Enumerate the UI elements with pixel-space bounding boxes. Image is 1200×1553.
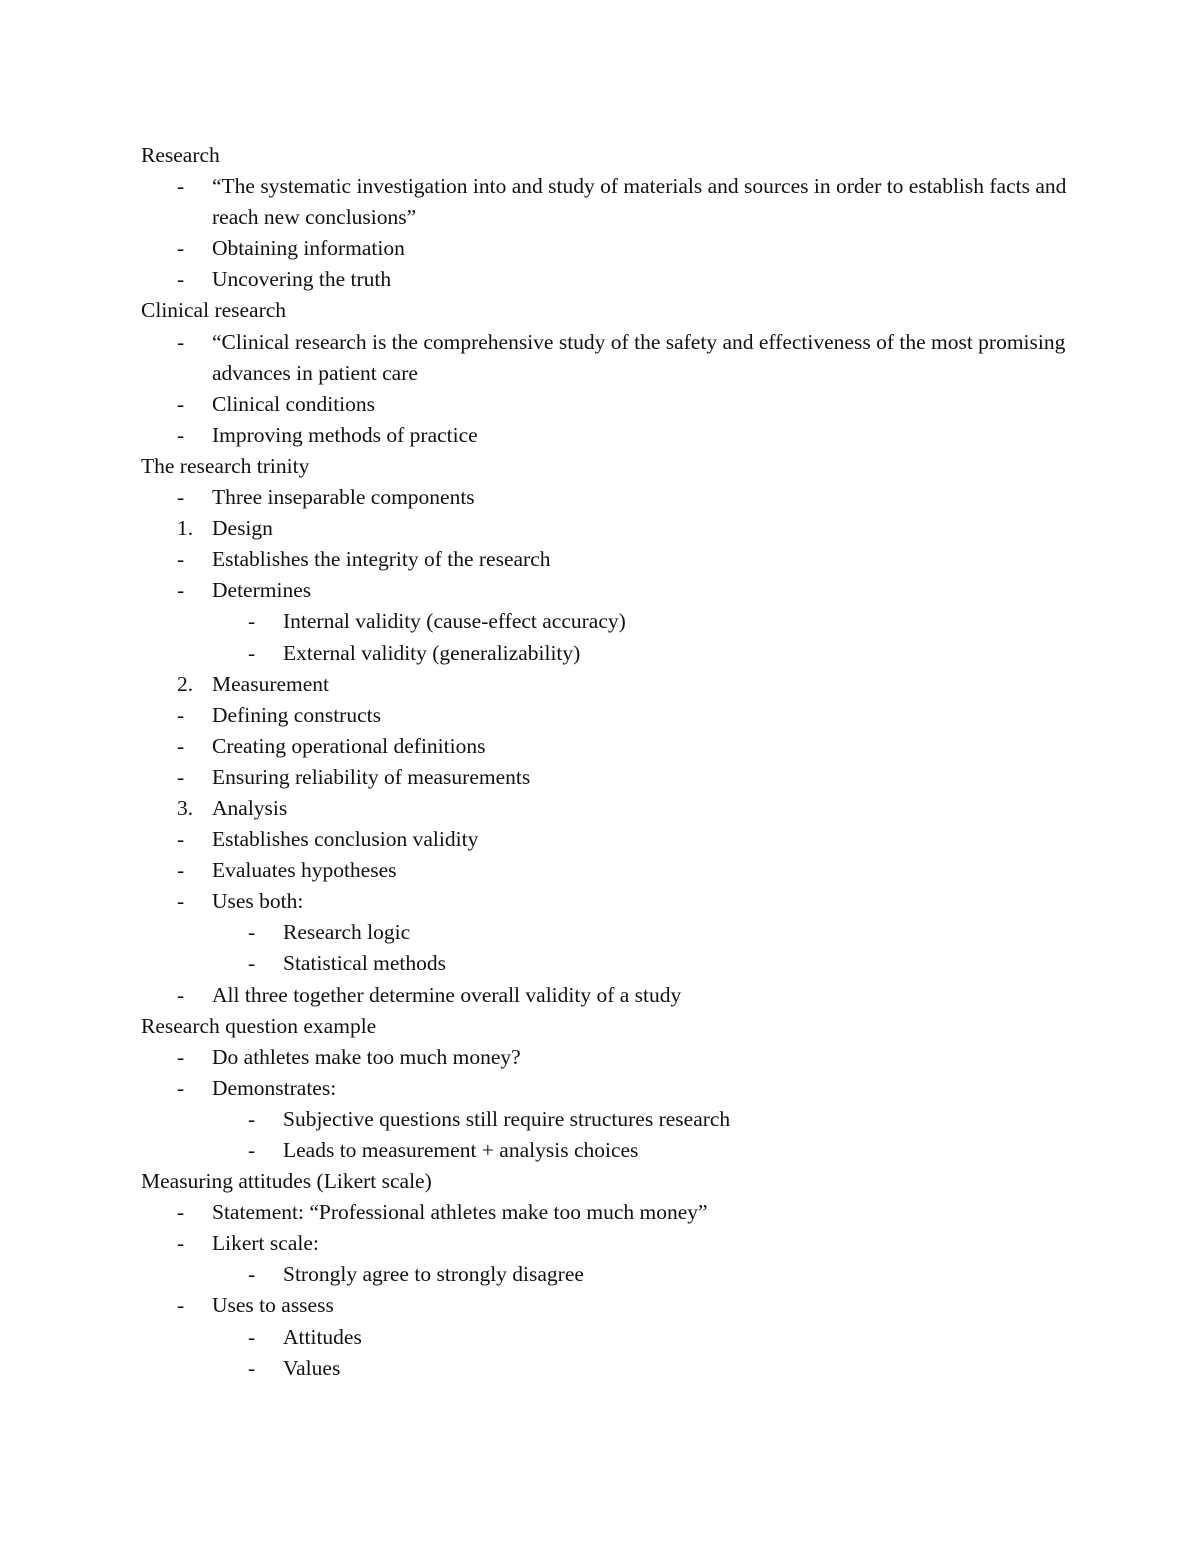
list-item <box>141 980 1081 1011</box>
numbered-item <box>141 513 1081 544</box>
dash-marker: - <box>248 640 256 665</box>
list-item-text: All three together determine overall validity of a study <box>212 982 682 1007</box>
dash-marker: - <box>248 920 256 945</box>
sub-list-item <box>141 1259 1081 1290</box>
list-item-text: Analysis <box>212 795 288 820</box>
numbered-item <box>141 793 1081 824</box>
sub-list-item <box>141 1322 1081 1353</box>
dash-marker: - <box>177 578 185 603</box>
list-item-text: Likert scale: <box>212 1231 319 1256</box>
dash-marker: - <box>177 858 185 883</box>
list-item <box>141 1073 1081 1104</box>
list-item <box>141 264 1081 295</box>
list-item-text: Establishes the integrity of the research <box>212 547 551 572</box>
dash-marker: - <box>177 1075 185 1100</box>
list-item <box>141 171 1081 233</box>
dash-marker: - <box>177 702 185 727</box>
section-heading: Measuring attitudes (Likert scale) <box>141 1169 432 1194</box>
dash-marker: - <box>177 547 185 572</box>
list-item <box>141 233 1081 264</box>
list-item-text: Subjective questions still require structures research <box>283 1106 731 1131</box>
notes-content <box>141 140 1081 1384</box>
dash-marker: - <box>177 174 185 199</box>
list-item <box>141 824 1081 855</box>
list-item-text: Uses to assess <box>212 1293 334 1318</box>
list-item-text: Uses both: <box>212 889 304 914</box>
dash-marker: - <box>248 951 256 976</box>
list-item-text: Defining constructs <box>212 702 381 727</box>
list-item <box>141 1228 1081 1259</box>
list-item-text: Research logic <box>283 920 411 945</box>
dash-marker: - <box>177 267 185 292</box>
dash-marker: - <box>177 827 185 852</box>
dash-marker: - <box>177 764 185 789</box>
list-item-text: Values <box>283 1355 341 1380</box>
list-item-text: Improving methods of practice <box>212 422 478 447</box>
dash-marker: - <box>177 889 185 914</box>
list-item-text: Statistical methods <box>283 951 447 976</box>
dash-marker: - <box>177 422 185 447</box>
dash-marker: - <box>177 391 185 416</box>
list-item-text: Statement: “Professional athletes make too much money” <box>212 1200 708 1225</box>
list-item-text: Attitudes <box>283 1324 362 1349</box>
list-item-text: Leads to measurement + analysis choices <box>283 1138 639 1162</box>
number-marker: 1. <box>177 516 194 541</box>
list-item-text: Design <box>212 516 273 541</box>
sub-list-item <box>141 948 1081 979</box>
dash-marker: - <box>177 1231 185 1256</box>
section-heading: The research trinity <box>141 453 310 478</box>
list-item <box>141 700 1081 731</box>
dash-marker: - <box>177 485 185 510</box>
dash-marker: - <box>248 1355 256 1380</box>
sub-list-item <box>141 1353 1081 1384</box>
dash-marker: - <box>177 733 185 758</box>
dash-marker: - <box>248 1324 256 1349</box>
list-item-text: Demonstrates: <box>212 1075 337 1100</box>
list-item <box>141 575 1081 606</box>
list-item <box>141 1042 1081 1073</box>
list-item-text: Three inseparable components <box>212 485 475 510</box>
numbered-item <box>141 669 1081 700</box>
sub-list-item <box>141 606 1081 637</box>
list-item-text: Strongly agree to strongly disagree <box>283 1262 584 1287</box>
list-item <box>141 1290 1081 1321</box>
list-item <box>141 731 1081 762</box>
list-item <box>141 420 1081 451</box>
section-heading: Research question example <box>141 1013 377 1038</box>
dash-marker: - <box>177 982 185 1007</box>
list-item-text: “The systematic investigation into and study of materials and sources in order to establish facts and reach new conclusions” <box>212 174 1067 230</box>
list-item-text: External validity (generalizability) <box>283 640 581 665</box>
list-item-text: “Clinical research is the comprehensive study of the safety and effectiveness of the most promising advances in patient care <box>212 329 1066 385</box>
dash-marker: - <box>177 1044 185 1069</box>
list-item-text: Internal validity (cause-effect accuracy) <box>283 609 626 634</box>
dash-marker: - <box>177 236 185 261</box>
list-item <box>141 1197 1081 1228</box>
list-item <box>141 327 1081 389</box>
list-item <box>141 855 1081 886</box>
list-item-text: Ensuring reliability of measurements <box>212 764 531 789</box>
list-item-text: Determines <box>212 578 312 603</box>
list-item <box>141 762 1081 793</box>
dash-marker: - <box>248 1262 256 1287</box>
list-item <box>141 389 1081 420</box>
section-heading: Research <box>141 143 220 167</box>
dash-marker: - <box>177 1293 185 1318</box>
number-marker: 3. <box>177 795 194 820</box>
list-item-text: Obtaining information <box>212 236 405 261</box>
section-heading: Clinical research <box>141 298 287 323</box>
number-marker: 2. <box>177 671 194 696</box>
sub-list-item <box>141 638 1081 669</box>
dash-marker: - <box>177 1200 185 1225</box>
list-item-text: Measurement <box>212 671 330 696</box>
list-item <box>141 482 1081 513</box>
sub-list-item <box>141 1104 1081 1135</box>
list-item-text: Do athletes make too much money? <box>212 1044 521 1069</box>
sub-list-item <box>141 1135 1081 1166</box>
dash-marker: - <box>248 1138 256 1162</box>
list-item-text: Establishes conclusion validity <box>212 827 479 852</box>
list-item-text: Evaluates hypotheses <box>212 858 397 883</box>
list-item-text: Clinical conditions <box>212 391 376 416</box>
list-item <box>141 886 1081 917</box>
list-item-text: Uncovering the truth <box>212 267 392 292</box>
list-item <box>141 544 1081 575</box>
dash-marker: - <box>177 329 185 354</box>
dash-marker: - <box>248 609 256 634</box>
list-item-text: Creating operational definitions <box>212 733 486 758</box>
dash-marker: - <box>248 1106 256 1131</box>
sub-list-item <box>141 917 1081 948</box>
